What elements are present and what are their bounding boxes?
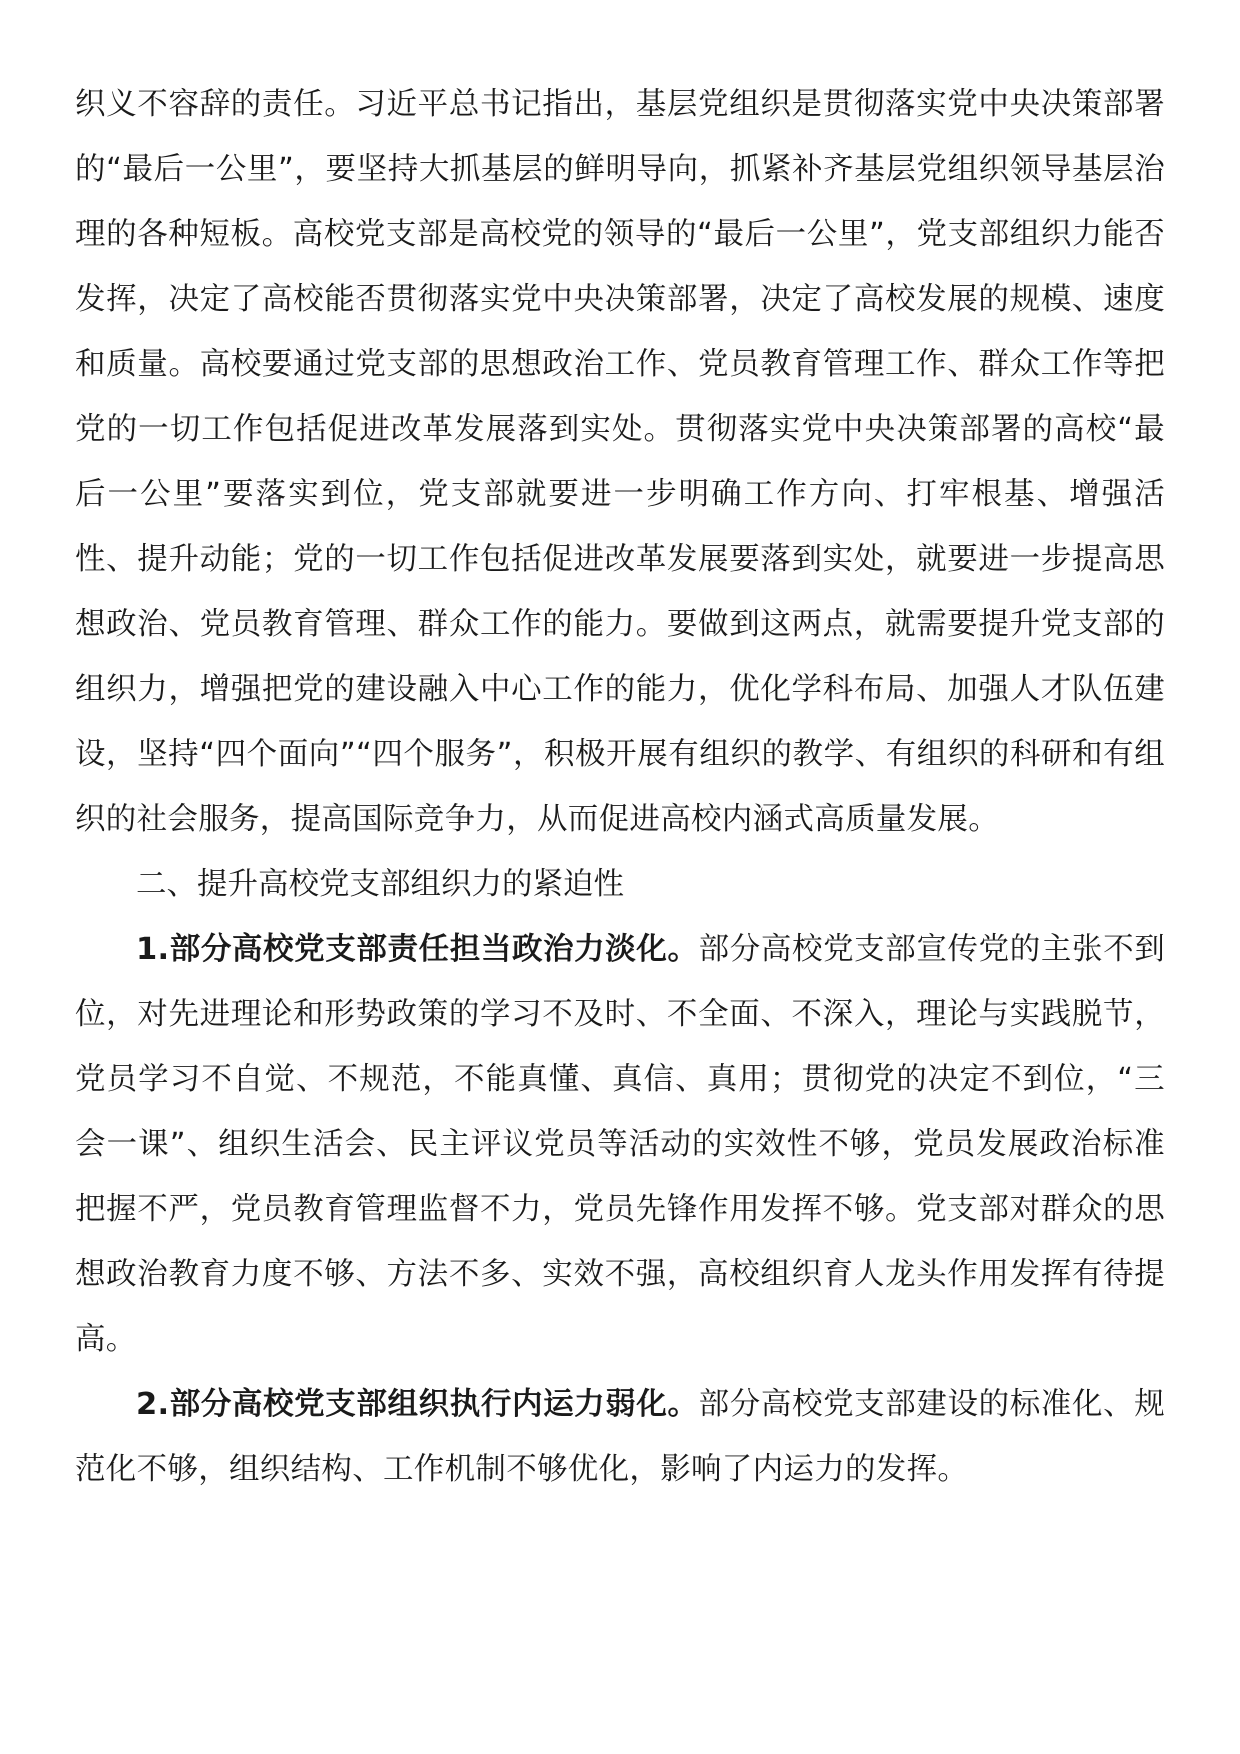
- paragraph-point-2: [75, 1372, 1165, 1502]
- document-page: [75, 72, 1165, 1502]
- section-heading: 二、提升高校党支部组织力的紧迫性: [136, 867, 624, 902]
- paragraph-continuation: 织义不容辞的责任。习近平总书记指出，基层党组织是贯彻落实党中央决策部署的“最后一公里”，要坚持大抓基层的鲜明导向，抓紧补齐基层党组织领导基层治理的各种短板。高校党支部是高校党的领导的“最后一公里”，党支部组织力能否发挥，决定了高校能否贯彻落实党中央决策部署，决定了高校发展的规模、速度和质量。高校要通过党支部的思想政治工作、党员教育管理工作、群众工作等把党的一切工作包括促进改革发展落到实处。贯彻落实党中央决策部署的高校“最后一公里”要落实到位，党支部就要进一步明确工作方向、打牢根基、增强活性、提升动能；党的一切工作包括促进改革发展要落到实处，就要进一步提高思想政治、党员教育管理、群众工作的能力。要做到这两点，就需要提升党支部的组织力，增强把党的建设融入中心工作的能力，优化学科布局、加强人才队伍建设，坚持“四个面向”“四个服务”，积极开展有组织的教学、有组织的科研和有组织的社会服务，提高国际竞争力，从而促进高校内涵式高质量发展。: [75, 87, 1165, 837]
- point-2-body: 部分高校党支部建设的标准化、规范化不够，组织结构、工作机制不够优化，影响了内运力的发挥。: [75, 1387, 1165, 1487]
- point-1-lead: 1.部分高校党支部责任担当政治力淡化。: [136, 932, 699, 967]
- paragraph-point-1: [75, 917, 1165, 1372]
- point-2-lead: 2.部分高校党支部组织执行内运力弱化。: [136, 1387, 699, 1422]
- point-1-body: 部分高校党支部宣传党的主张不到位，对先进理论和形势政策的学习不及时、不全面、不深入，理论与实践脱节，党员学习不自觉、不规范，不能真懂、真信、真用；贯彻党的决定不到位，“三会一课”、组织生活会、民主评议党员等活动的实效性不够，党员发展政治标准把握不严，党员教育管理监督不力，党员先锋作用发挥不够。党支部对群众的思想政治教育力度不够、方法不多、实效不强，高校组织育人龙头作用发挥有待提高。: [75, 932, 1165, 1357]
